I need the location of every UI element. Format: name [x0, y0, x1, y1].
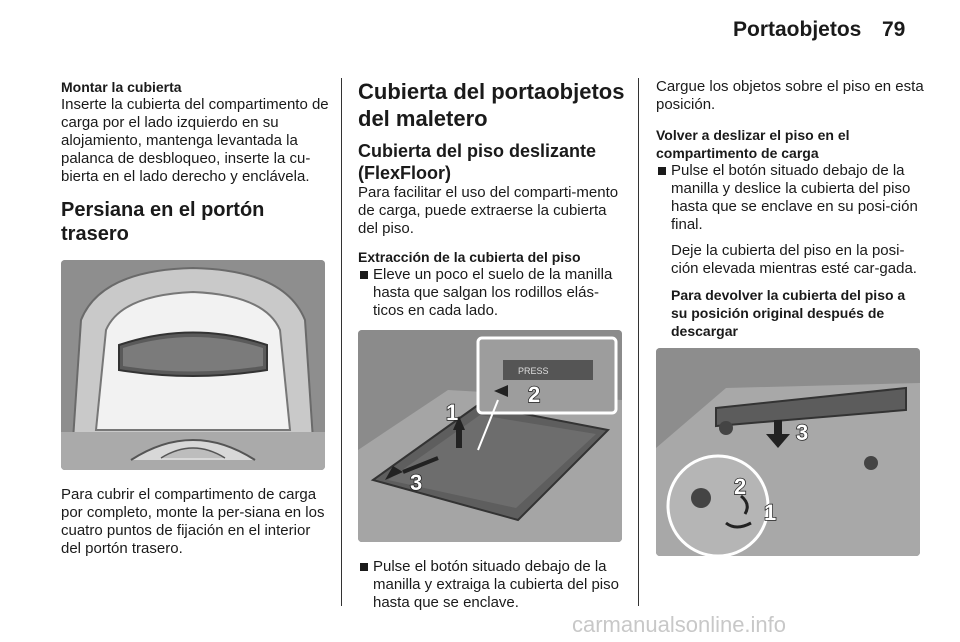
tailgate-blind-illustration	[61, 260, 325, 470]
watermark: carmanualsonline.info	[572, 612, 787, 637]
floor-restore-illustration	[656, 348, 920, 556]
roller-blind-heading: Persiana en el portón trasero	[61, 199, 265, 245]
slide-back-step	[656, 162, 924, 340]
mount-cover-heading: Montar la cubierta	[61, 79, 182, 95]
tailgate-blind-figure	[61, 260, 325, 470]
figure-label-1: 1	[446, 400, 459, 425]
bullet-square-icon	[658, 167, 666, 175]
flexfloor-intro-text: Para facilitar el uso del comparti-mento de carga, puede extraerse la cubierta del piso.	[358, 184, 619, 237]
slide-back-heading: Volver a deslizar el piso en el compartimento de carga	[656, 127, 850, 161]
press-label: PRESS	[518, 366, 549, 376]
slide-back-step-note: Deje la cubierta del piso en la posi-ción elevada mientras esté car-gada.	[671, 242, 917, 277]
figure-label-3: 3	[410, 470, 423, 495]
floor-removal-heading: Extracción de la cubierta del piso	[358, 249, 581, 265]
slide-back-step-text: Pulse el botón situado debajo de la manilla y deslice la cubierta del piso hasta que se enclave en su posi-ción final.	[671, 162, 918, 233]
bullet-square-icon	[360, 271, 368, 279]
page-title: Portaobjetos	[733, 18, 862, 41]
page-header	[0, 0, 960, 50]
floor-removal-figure	[358, 330, 622, 542]
cargo-cover-title: Cubierta del portaobjetos del maletero	[358, 79, 625, 131]
floor-removal-illustration	[358, 330, 622, 542]
load-position-text: Cargue los objetos sobre el piso en esta posición.	[656, 78, 924, 113]
flexfloor-subtitle: Cubierta del piso deslizante (FlexFloor)	[358, 141, 597, 183]
restore-floor-heading: Para devolver la cubierta del piso a su posición original después de descargar	[671, 287, 906, 339]
figure-label-2: 2	[528, 382, 541, 407]
removal-step-1-text: Eleve un poco el suelo de la manilla hasta que salgan los rodillos elás-ticos en cada lado.	[373, 266, 613, 319]
removal-step-2-text: Pulse el botón situado debajo de la manilla y extraiga la cubierta del piso hasta que se enclave.	[373, 558, 619, 611]
figure-label-1: 1	[764, 500, 777, 525]
figure-label-2: 2	[734, 474, 747, 499]
column-divider-2	[638, 78, 639, 606]
page-number: 79	[882, 18, 906, 41]
column-2	[358, 78, 626, 612]
figure-label-3: 3	[796, 420, 809, 445]
column-3	[656, 78, 924, 556]
column-divider-1	[341, 78, 342, 606]
column-1	[61, 78, 329, 558]
bullet-square-icon	[360, 563, 368, 571]
mount-cover-text: Inserte la cubierta del compartimento de carga por el lado izquierdo en su alojamiento, mantenga levantada la palanca de desbloqueo, inserte la cu-bierta en el lado derecho y enclávela.	[61, 96, 329, 185]
removal-step-1	[358, 266, 626, 320]
removal-step-2	[358, 558, 626, 612]
roller-blind-text: Para cubrir el compartimento de carga por completo, monte la per-siana en los cuatro puntos de fijación en el interior del portón trasero.	[61, 486, 325, 557]
floor-restore-figure	[656, 348, 920, 556]
